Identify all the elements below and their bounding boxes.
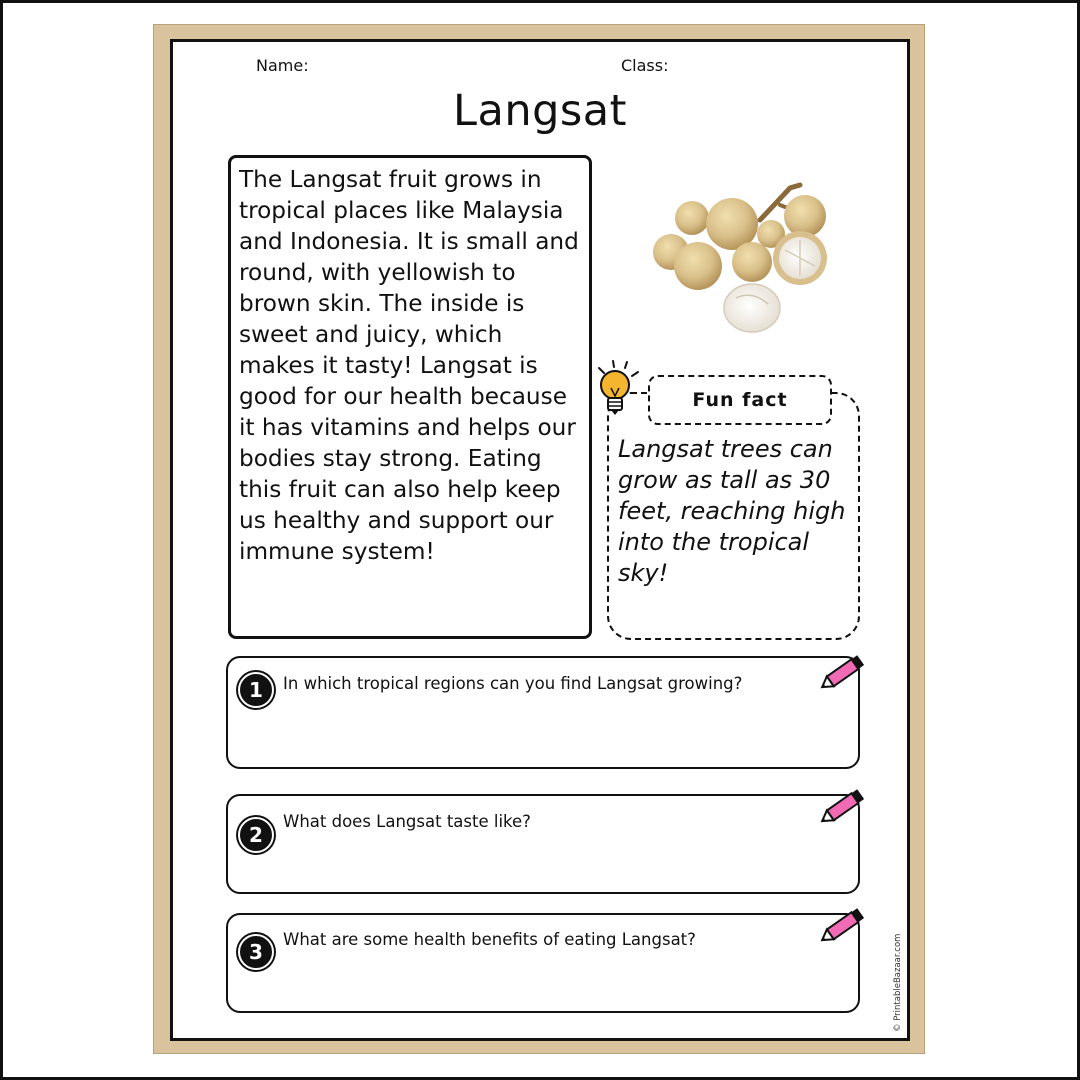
class-label: Class:: [621, 56, 669, 75]
pencil-icon: [818, 784, 870, 830]
pencil-icon: [818, 650, 870, 696]
question-2-answer-box[interactable]: [226, 794, 860, 894]
fun-fact-heading: Fun fact: [648, 375, 832, 425]
copyright-credit: © PrintableBazaar.com: [893, 933, 903, 1032]
question-3-answer-box[interactable]: [226, 913, 860, 1013]
question-1-number: 1: [238, 672, 274, 708]
langsat-fruit-image: [640, 180, 840, 340]
question-1-answer-box[interactable]: [226, 656, 860, 769]
question-2-number: 2: [238, 817, 274, 853]
question-3-number: 3: [238, 934, 274, 970]
question-2-text: What does Langsat taste like?: [283, 812, 531, 831]
lightbulb-icon: [593, 358, 643, 420]
reading-passage: The Langsat fruit grows in tropical places like Malaysia and Indonesia. It is small and round, with yellowish to brown skin. The inside is sweet and juicy, which makes it tasty! Langsat is good for our health because it has vitamins and helps our bodies stay strong. Eating this fruit can also help keep us healthy and support our immune system!: [228, 155, 592, 639]
pencil-icon: [818, 903, 870, 949]
question-3-text: What are some health benefits of eating Langsat?: [283, 930, 696, 949]
name-label: Name:: [256, 56, 309, 75]
question-1-text: In which tropical regions can you find Langsat growing?: [283, 674, 743, 693]
fun-fact-text: Langsat trees can grow as tall as 30 feet, reaching high into the tropical sky!: [618, 435, 846, 587]
page-title: Langsat: [453, 86, 627, 136]
